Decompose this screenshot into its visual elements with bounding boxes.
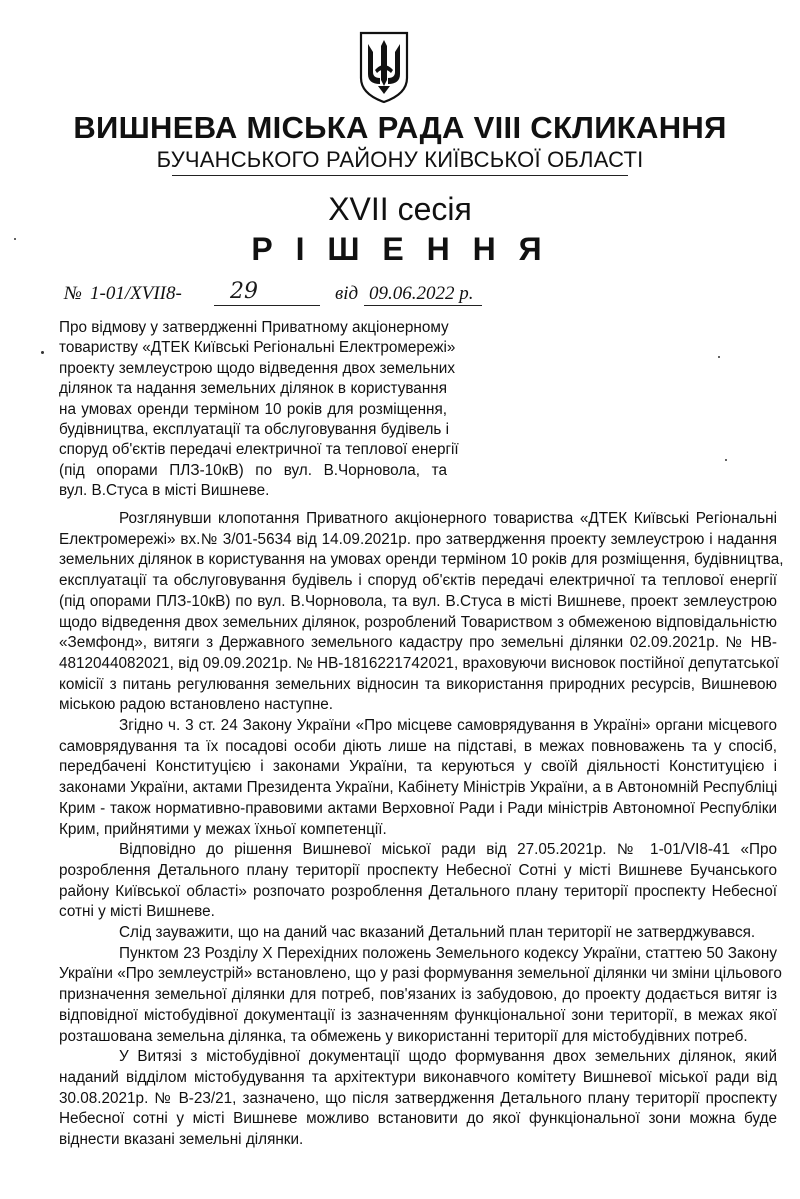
body-line: Небесної сотні у місті Вишневе можливо встановити до якої функціональної зони можна буде	[59, 1110, 777, 1128]
body-line: Відповідно до рішення Вишневої міської ради від 27.05.2021р. № 1-01/VI8-41 «Про	[119, 841, 777, 859]
body-line: міською радою встановлено наступне.	[59, 696, 334, 714]
scan-speck	[718, 356, 720, 358]
scan-speck	[41, 351, 44, 354]
body-line: відповідної містобудівної документації із зазначенням функціональної зони території, в межах якої	[59, 1006, 777, 1024]
subject-line: споруд об'єктів передачі електричної та теплової енергії	[59, 441, 459, 459]
subject-line: проекту землеустрою щодо відведення двох земельних	[59, 359, 455, 377]
decision-number-line	[64, 279, 484, 309]
body-line: розташована земельна ділянка, та обмежень у використанні території для містобудівних потреб.	[59, 1027, 748, 1045]
body-line: Згідно ч. 3 ст. 24 Закону України «Про місцеве самоврядування в Україні» органи місцевого	[119, 717, 777, 735]
decision-subject	[59, 318, 459, 502]
body-line: Крим, прийнятими у межах їхньої компетенції.	[59, 820, 387, 838]
decision-heading: Р І Ш Е Н Н Я	[251, 231, 549, 267]
trident-coat-of-arms-icon	[358, 30, 410, 104]
body-line: «Земфонд», витяги з Державного земельного кадастру про земельні ділянки 02.09.2021р. № НВ-	[59, 634, 777, 652]
body-line: розроблення Детального плану території проспекту Небесної Сотні у місті Вишневе Бучанського	[59, 861, 777, 879]
decision-number-handwritten: 29	[230, 279, 258, 304]
scan-speck	[14, 238, 16, 240]
body-line: Електромережі» вх.№ 3/01-5634 від 14.09.2021р. про затвердження проекту землеустрою і надання	[59, 530, 777, 548]
session-title: XVII сесія	[328, 191, 472, 227]
scan-speck	[725, 459, 727, 461]
body-line: Крим - також нормативно-правовими актами Верховної Ради і Ради міністрів Автономної Республіки	[59, 799, 777, 817]
date-from-label: від	[335, 283, 359, 304]
body-line: 30.08.2021р. № В-23/21, зазначено, що після затвердження Детального плану території проспекту	[59, 1089, 777, 1107]
body-line: сотні у місті Вишневе.	[59, 903, 215, 921]
body-line: (під опорами ПЛЗ-10кВ) по вул. В.Чорновола, та вул. В.Стуса в місті Вишневе, проект землеустрою	[59, 592, 777, 610]
decision-number-prefix: 1-01/XVII8-	[90, 283, 182, 304]
number-sign: №	[64, 283, 82, 304]
subject-line: будівництва, експлуатації та обслуговування будівель і	[59, 421, 449, 439]
subject-line: товариству «ДТЕК Київські Регіональні Електромережі»	[59, 339, 456, 357]
body-line: Слід зауважити, що на даний час вказаний Детальний план території не затверджувався.	[119, 924, 756, 942]
body-line: району Київської області» розпочато розроблення Детального плану території проспекту Небесної	[59, 882, 777, 900]
body-line: У Витязі з містобудівної документації щодо формування двох земельних ділянок, який	[119, 1048, 777, 1066]
subject-line: вул. В.Стуса в місті Вишневе.	[59, 482, 270, 500]
body-line: 4812044082021, від 09.09.2021р. № НВ-1816221742021, враховуючи висновок постійної депутатської	[59, 654, 779, 672]
subject-line: Про відмову у затвердженні Приватному акціонерному	[59, 319, 449, 336]
body-line: земельних ділянок в користування на умовах оренди терміном 10 років для розміщення, будівництва,	[59, 551, 784, 569]
body-line: наданий відділом містобудування та архітектури виконавчого комітету Вишневої міської ради від	[59, 1068, 777, 1086]
body-line: комісії з питань регулювання земельних відносин та використання природних ресурсів, Вишневою	[59, 675, 777, 693]
body-line: Пунктом 23 Розділу X Перехідних положень Земельного кодексу України, статтею 50 Закону	[119, 944, 777, 962]
date-underline	[364, 305, 482, 306]
body-line: віднести вказані земельні ділянки.	[59, 1131, 304, 1149]
decision-body	[59, 509, 784, 1151]
body-line: експлуатації та обслуговування будівель і споруд об'єктів передачі електричної та теплової енергії	[59, 572, 777, 590]
header-divider	[172, 175, 628, 176]
body-line: Розглянувши клопотання Приватного акціонерного товариства «ДТЕК Київські Регіональні	[119, 510, 777, 527]
district-subtitle: БУЧАНСЬКОГО РАЙОНУ КИЇВСЬКОЇ ОБЛАСТІ	[156, 147, 644, 172]
decision-date: 09.06.2022 р.	[369, 283, 474, 304]
council-title: ВИШНЕВА МІСЬКА РАДА VIII СКЛИКАННЯ	[73, 110, 727, 145]
body-line: передбачені Конституцією і законами України, та керуються у своїй діяльності Конституцією і	[59, 758, 777, 776]
body-line: законами України, актами Президента України, Кабінету Міністрів України, а в Автономній Республіці	[59, 779, 778, 797]
number-underline	[214, 305, 320, 306]
body-line: призначення земельної ділянки для потреб, пов'язаних із забудовою, до проекту додається витяг із	[59, 986, 777, 1004]
body-line: України «Про землеустрій» встановлено, що у разі формування земельної ділянки чи зміни цільового	[59, 965, 782, 983]
body-line: щодо відведення двох земельних ділянок, розроблений Товариством з обмеженою відповідальністю	[59, 613, 777, 631]
subject-line: (під опорами ПЛЗ-10кВ) по вул. В.Чорновола, та	[59, 461, 447, 479]
subject-line: на умовах оренди терміном 10 років для розміщення,	[59, 400, 447, 418]
subject-line: ділянок та надання земельних ділянок в користування	[59, 380, 447, 398]
body-line: самоврядування та їх посадові особи діють лише на підставі, в межах повноважень та у спосіб,	[59, 737, 777, 755]
